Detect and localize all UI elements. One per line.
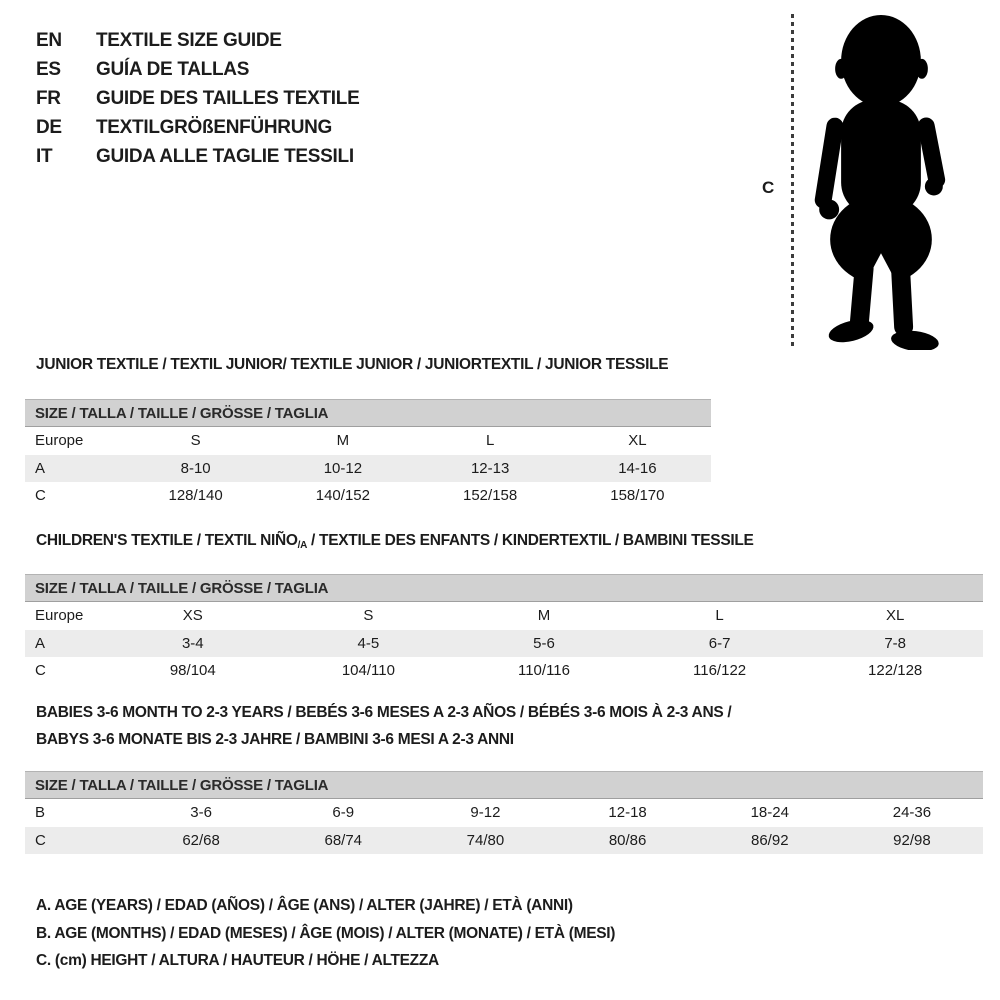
junior-size-table: [25, 399, 711, 510]
height-cell: 140/152: [315, 487, 370, 505]
size-cell: M: [537, 607, 551, 625]
age-cell: 3-6: [190, 804, 212, 822]
lang-title: TEXTILGRÖßENFÜHRUNG: [96, 116, 333, 138]
height-cell: 152/158: [463, 487, 518, 505]
legend-height: C. (cm) HEIGHT / ALTURA / HAUTEUR / HÖHE / ALTEZZA: [36, 952, 439, 969]
height-cell: 98/104: [169, 662, 216, 680]
children-title-pre: CHILDREN'S TEXTILE / TEXTIL NIÑO: [36, 532, 298, 549]
legend-age-years: A. AGE (YEARS) / EDAD (AÑOS) / ÂGE (ANS) / ALTER (JAHRE) / ETÀ (ANNI): [36, 897, 573, 914]
row-label: A: [35, 459, 46, 477]
lang-code: IT: [36, 145, 53, 167]
size-header-bar: SIZE / TALLA / TAILLE / GRÖSSE / TAGLIA: [25, 574, 983, 602]
lang-title: GUIDE DES TAILLES TEXTILE: [96, 87, 360, 109]
height-cell: 116/122: [693, 662, 747, 680]
age-cell: 5-6: [533, 634, 555, 652]
age-cell: 4-5: [357, 634, 380, 652]
lang-title: TEXTILE SIZE GUIDE: [96, 29, 282, 51]
age-cell: 8-10: [180, 459, 211, 477]
babies-size-table: [25, 771, 983, 854]
height-cell: 158/170: [610, 487, 665, 505]
age-cell: 3-4: [181, 634, 204, 652]
row-label: C: [35, 831, 46, 849]
table-row: [25, 657, 983, 685]
table-row: [25, 427, 711, 455]
age-cell: 7-8: [884, 634, 907, 652]
age-cell: 12-18: [608, 804, 647, 822]
lang-row-es: [36, 55, 359, 84]
age-cell: 24-36: [892, 804, 932, 822]
height-cell: 104/110: [341, 662, 395, 680]
row-label: Europe: [35, 607, 84, 625]
size-cell: L: [485, 432, 495, 450]
table-row: [25, 799, 983, 827]
children-title-sub: /A: [297, 540, 308, 551]
row-label: B: [35, 804, 46, 822]
lang-code: ES: [36, 58, 61, 80]
height-dashed-line: [791, 14, 794, 346]
table-row: [25, 482, 711, 510]
height-cell: 128/140: [168, 487, 223, 505]
age-cell: 9-12: [470, 804, 501, 822]
lang-row-de: [36, 113, 359, 142]
lang-row-fr: [36, 84, 359, 113]
lang-title: GUIDA ALLE TAGLIE TESSILI: [96, 145, 354, 167]
height-cell: 80/86: [608, 831, 647, 849]
size-cell: S: [363, 607, 374, 625]
size-cell: L: [715, 607, 724, 625]
lang-code: FR: [36, 87, 61, 109]
lang-title: GUÍA DE TALLAS: [96, 58, 250, 80]
age-cell: 6-9: [332, 804, 355, 822]
table-row: [25, 630, 983, 658]
junior-section-title: JUNIOR TEXTILE / TEXTIL JUNIOR/ TEXTILE JUNIOR / JUNIORTEXTIL / JUNIOR TESSILE: [36, 356, 669, 373]
legend-block: [36, 892, 615, 975]
size-header-bar: SIZE / TALLA / TAILLE / GRÖSSE / TAGLIA: [25, 771, 983, 799]
age-cell: 10-12: [323, 459, 363, 477]
age-cell: 12-13: [470, 459, 510, 477]
babies-section-title-line2: BABYS 3-6 MONATE BIS 2-3 JAHRE / BAMBINI 3-6 MESI A 2-3 ANNI: [36, 731, 514, 748]
size-cell: S: [190, 432, 201, 450]
height-cell: 62/68: [182, 831, 220, 849]
age-cell: 14-16: [618, 459, 657, 477]
language-title-block: [36, 26, 359, 171]
size-header-bar: SIZE / TALLA / TAILLE / GRÖSSE / TAGLIA: [25, 399, 711, 427]
size-cell: XL: [628, 432, 647, 450]
size-cell: XL: [885, 607, 905, 625]
height-cell: 110/116: [517, 662, 570, 680]
row-label: C: [35, 487, 46, 505]
baby-silhouette-icon: [802, 6, 958, 350]
babies-section-title-line1: BABIES 3-6 MONTH TO 2-3 YEARS / BEBÉS 3-6 MESES A 2-3 AÑOS / BÉBÉS 3-6 MOIS À 2-3 ANS /: [36, 704, 732, 721]
lang-row-en: [36, 26, 359, 55]
height-cell: 92/98: [893, 831, 931, 849]
legend-age-months: B. AGE (MONTHS) / EDAD (MESES) / ÂGE (MOIS) / ALTER (MONATE) / ETÀ (MESI): [36, 924, 616, 942]
size-cell: XS: [182, 607, 203, 625]
row-label: Europe: [35, 432, 84, 450]
height-cell: 68/74: [324, 831, 363, 849]
row-label: A: [35, 634, 46, 652]
children-size-table: [25, 574, 983, 685]
height-cell: 74/80: [466, 831, 505, 849]
table-row: [25, 827, 983, 855]
size-cell: M: [336, 432, 350, 450]
table-row: [25, 602, 983, 630]
table-row: [25, 455, 711, 483]
lang-code: EN: [36, 29, 62, 51]
lang-row-it: [36, 142, 359, 171]
children-title-post: / TEXTILE DES ENFANTS / KINDERTEXTIL / BAMBINI TESSILE: [307, 532, 754, 549]
height-c-label: C: [762, 178, 775, 197]
age-cell: 18-24: [750, 804, 789, 822]
height-cell: 86/92: [751, 831, 789, 849]
children-section-title: [36, 532, 754, 551]
height-cell: 122/128: [868, 662, 923, 680]
row-label: C: [35, 662, 46, 680]
age-cell: 6-7: [708, 634, 731, 652]
lang-code: DE: [36, 116, 62, 138]
